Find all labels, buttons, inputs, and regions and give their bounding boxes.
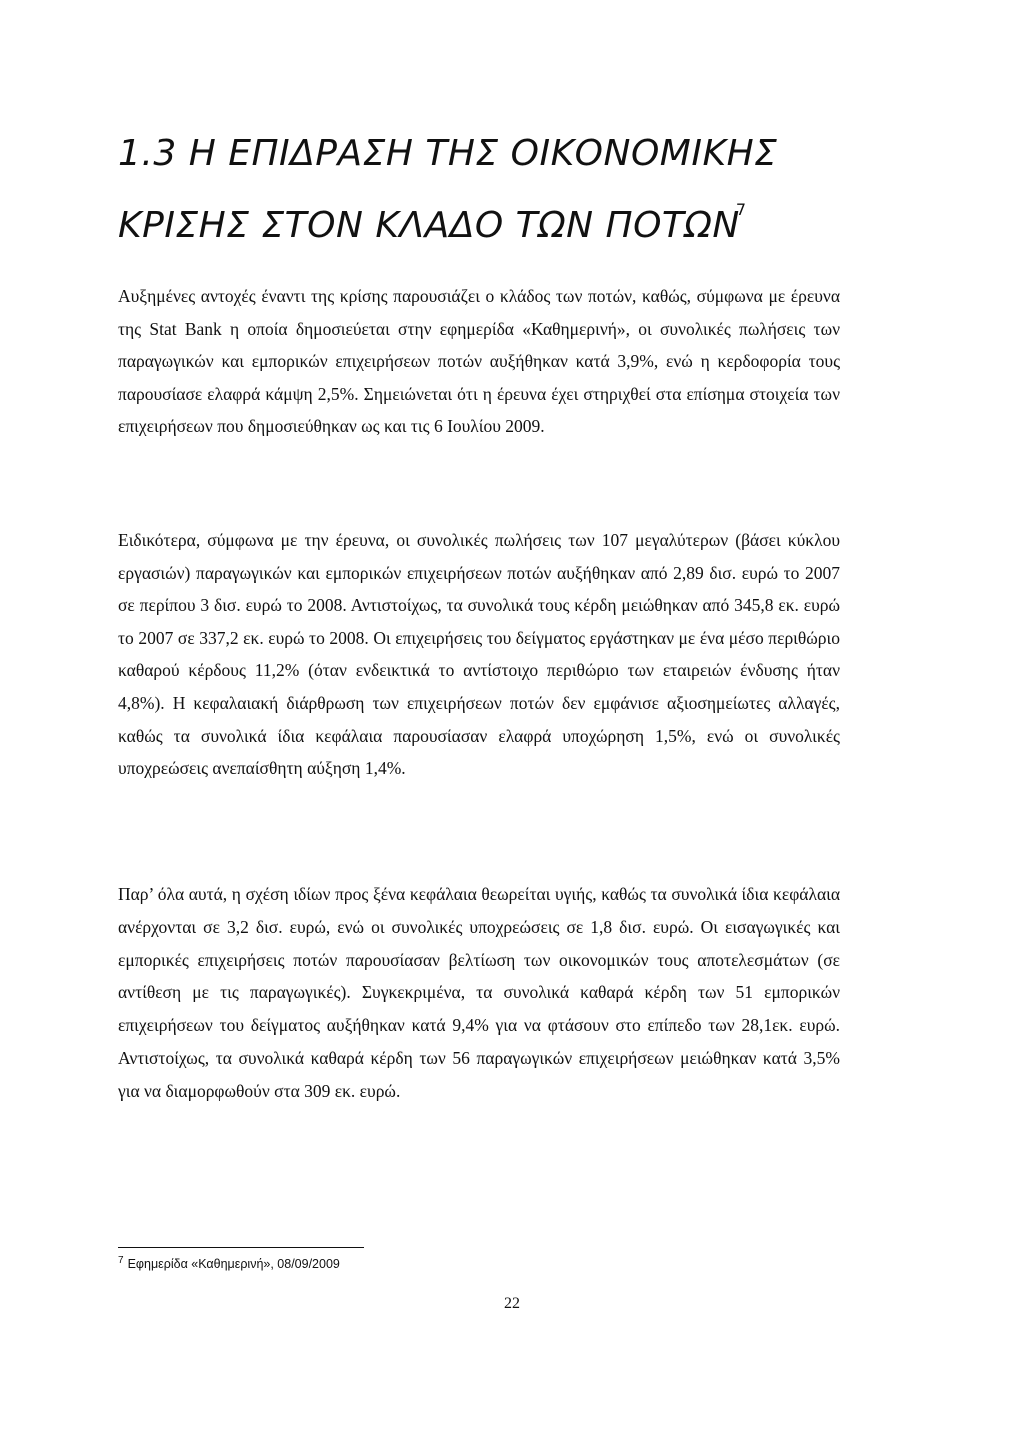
heading-footnote-marker[interactable]: 7 <box>735 200 747 219</box>
section-heading <box>118 126 898 254</box>
section-heading-line-2-text: ΚΡΙΣΗΣ ΣΤΟΝ ΚΛΑΔΟ ΤΩΝ ΠΟΤΩΝ <box>118 205 740 246</box>
footnote-marker: 7 <box>118 1255 124 1266</box>
footnote-text: Εφημερίδα «Καθημερινή», 08/09/2009 <box>127 1257 340 1271</box>
footnote-separator <box>118 1247 364 1248</box>
section-heading-line-1: 1.3 Η ΕΠΙΔΡΑΣΗ ΤΗΣ ΟΙΚΟΝΟΜΙΚΗΣ <box>118 133 778 174</box>
footnote <box>118 1250 340 1275</box>
paragraph-3: Παρ’ όλα αυτά, η σχέση ιδίων προς ξένα κεφάλαια θεωρείται υγιής, καθώς τα συνολικά ίδια κεφάλαια ανέρχονται σε 3,2 δισ. ευρώ, ενώ οι συνολικές υποχρεώσεις σε 1,8 δισ. ευρώ. Οι εισαγωγικές και εμπορικές επιχειρήσεις ποτών παρουσίασαν βελτίωση των οικονομικών τους αποτελεσμάτων (σε αντίθεση με τις παραγωγικές). Συγκεκριμένα, τα συνολικά καθαρά κέρδη των 51 εμπορικών επιχειρήσεων του δείγματος αυξήθηκαν κατά 9,4% για να φτάσουν στο επίπεδο των 28,1εκ. ευρώ. Αντιστοίχως, τα συνολικά καθαρά κέρδη των 56 παραγωγικών επιχειρήσεων μειώθηκαν κατά 3,5% για να διαμορφωθούν στα 309 εκ. ευρώ. <box>118 884 840 1101</box>
section-heading-line-2 <box>118 182 898 254</box>
page-number: 22 <box>504 1295 520 1312</box>
paragraph-1: Αυξημένες αντοχές έναντι της κρίσης παρουσιάζει ο κλάδος των ποτών, καθώς, σύμφωνα με έρευνα της Stat Bank η οποία δημοσιεύεται στην εφημερίδα «Καθημερινή», οι συνολικές πωλήσεις των παραγωγικών και εμπορικών επιχειρήσεων ποτών αυξήθηκαν κατά 3,9%, ενώ η κερδοφορία τους παρουσίασε ελαφρά κάμψη 2,5%. Σημειώνεται ότι η έρευνα έχει στηριχθεί στα επίσημα στοιχεία των επιχειρήσεων που δημοσιεύθηκαν ως και τις 6 Ιουλίου 2009. <box>118 286 840 437</box>
paragraph-2: Ειδικότερα, σύμφωνα με την έρευνα, οι συνολικές πωλήσεις των 107 μεγαλύτερων (βάσει κύκλου εργασιών) παραγωγικών και εμπορικών επιχειρήσεων ποτών αυξήθηκαν από 2,89 δισ. ευρώ το 2007 σε περίπου 3 δισ. ευρώ το 2008. Αντιστοίχως, τα συνολικά τους κέρδη μειώθηκαν από 345,8 εκ. ευρώ το 2007 σε 337,2 εκ. ευρώ το 2008. Οι επιχειρήσεις του δείγματος εργάστηκαν με ένα μέσο περιθώριο καθαρού κέρδους 11,2% (όταν ενδεικτικά το αντίστοιχο περιθώριο των εταιρειών ένδυσης ήταν 4,8%). Η κεφαλαιακή διάρθρωση των επιχειρήσεων ποτών δεν εμφάνισε αξιοσημείωτες αλλαγές, καθώς τα συνολικά ίδια κεφάλαια παρουσίασαν ελαφρά υποχώρηση 1,5%, ενώ οι συνολικές υποχρεώσεις ανεπαίσθητη αύξηση 1,4%. <box>118 530 840 779</box>
